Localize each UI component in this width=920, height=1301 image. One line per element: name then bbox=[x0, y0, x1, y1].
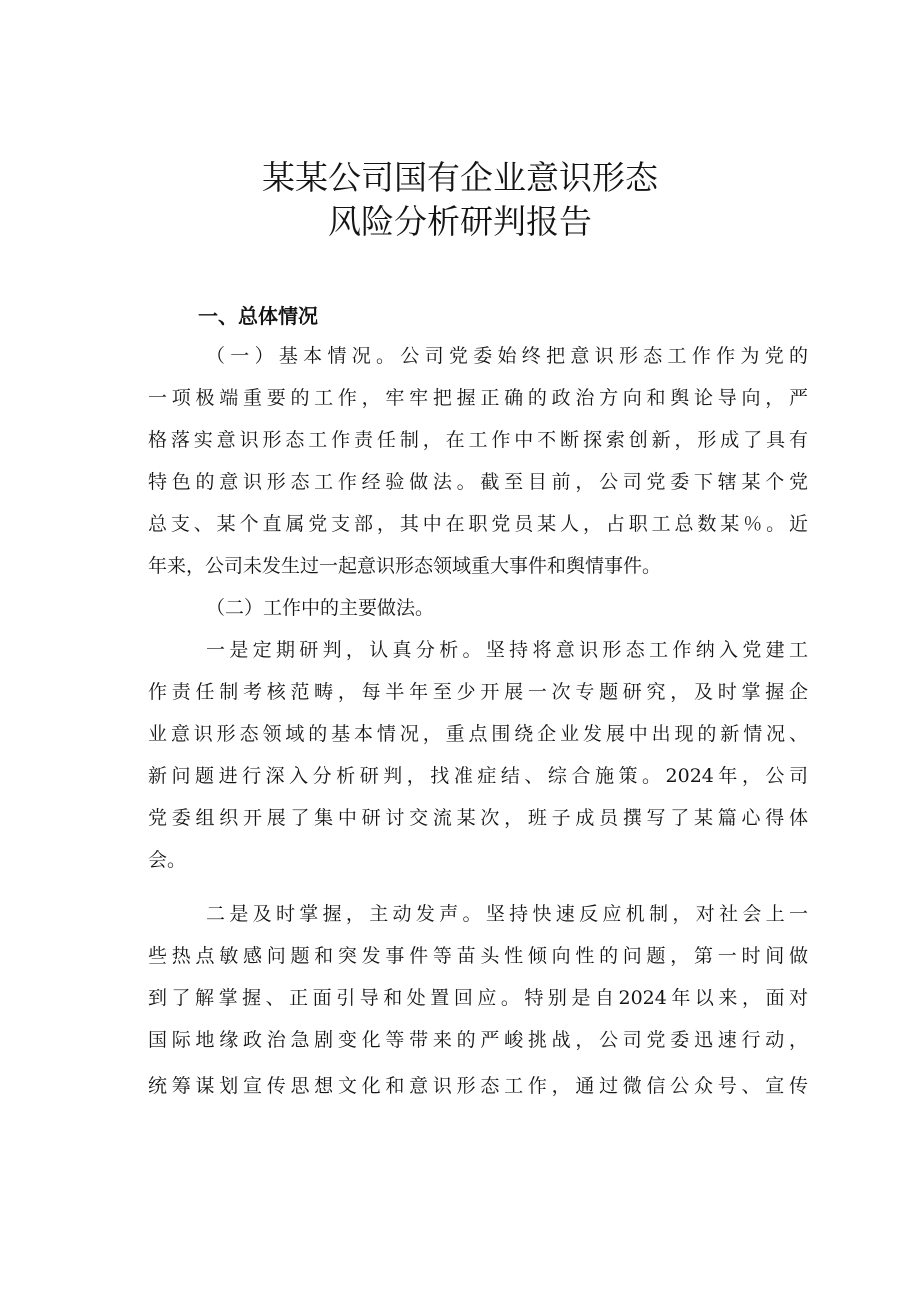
paragraph-line: 到了解掌握、正面引导和处置回应。特别是自2024年以来，面对 bbox=[148, 987, 808, 1009]
subsection-heading: （二）工作中的主要做法。 bbox=[206, 597, 435, 619]
paragraph-line: 国际地缘政治急剧变化等带来的严峻挑战，公司党委迅速行动， bbox=[148, 1029, 808, 1051]
paragraph-line: 一项极端重要的工作，牢牢把握正确的政治方向和舆论导向，严 bbox=[148, 387, 808, 409]
paragraph-line: 统筹谋划宣传思想文化和意识形态工作，通过微信公众号、宣传 bbox=[148, 1075, 808, 1097]
paragraph-line: 作责任制考核范畴，每半年至少开展一次专题研究，及时掌握企 bbox=[148, 681, 808, 703]
section-heading-overall: 一、总体情况 bbox=[198, 304, 318, 328]
paragraph-line: （一）基本情况。公司党委始终把意识形态工作作为党的 bbox=[206, 345, 808, 367]
paragraph-line: 些热点敏感问题和突发事件等苗头性倾向性的问题，第一时间做 bbox=[148, 945, 808, 967]
paragraph-line: 业意识形态领域的基本情况，重点围绕企业发展中出现的新情况、 bbox=[148, 723, 808, 745]
paragraph-line: 一是定期研判，认真分析。坚持将意识形态工作纳入党建工 bbox=[206, 639, 808, 661]
paragraph-line: 会。 bbox=[148, 849, 187, 871]
paragraph-line: 特色的意识形态工作经验做法。截至目前，公司党委下辖某个党 bbox=[148, 471, 808, 493]
paragraph-line: 新问题进行深入分析研判，找准症结、综合施策。2024年，公司 bbox=[148, 765, 808, 787]
paragraph-line: 二是及时掌握，主动发声。坚持快速反应机制，对社会上一 bbox=[206, 903, 808, 925]
paragraph-line: 年来，公司未发生过一起意识形态领域重大事件和舆情事件。 bbox=[148, 555, 662, 577]
paragraph-line: 格落实意识形态工作责任制，在工作中不断探索创新，形成了具有 bbox=[148, 429, 808, 451]
paragraph-line: 党委组织开展了集中研讨交流某次，班子成员撰写了某篇心得体 bbox=[148, 807, 808, 829]
paragraph-line: 总支、某个直属党支部，其中在职党员某人，占职工总数某％。近 bbox=[148, 513, 808, 535]
document-title-line-1: 某某公司国有企业意识形态 bbox=[262, 158, 658, 197]
document-title-line-2: 风险分析研判报告 bbox=[328, 202, 592, 241]
